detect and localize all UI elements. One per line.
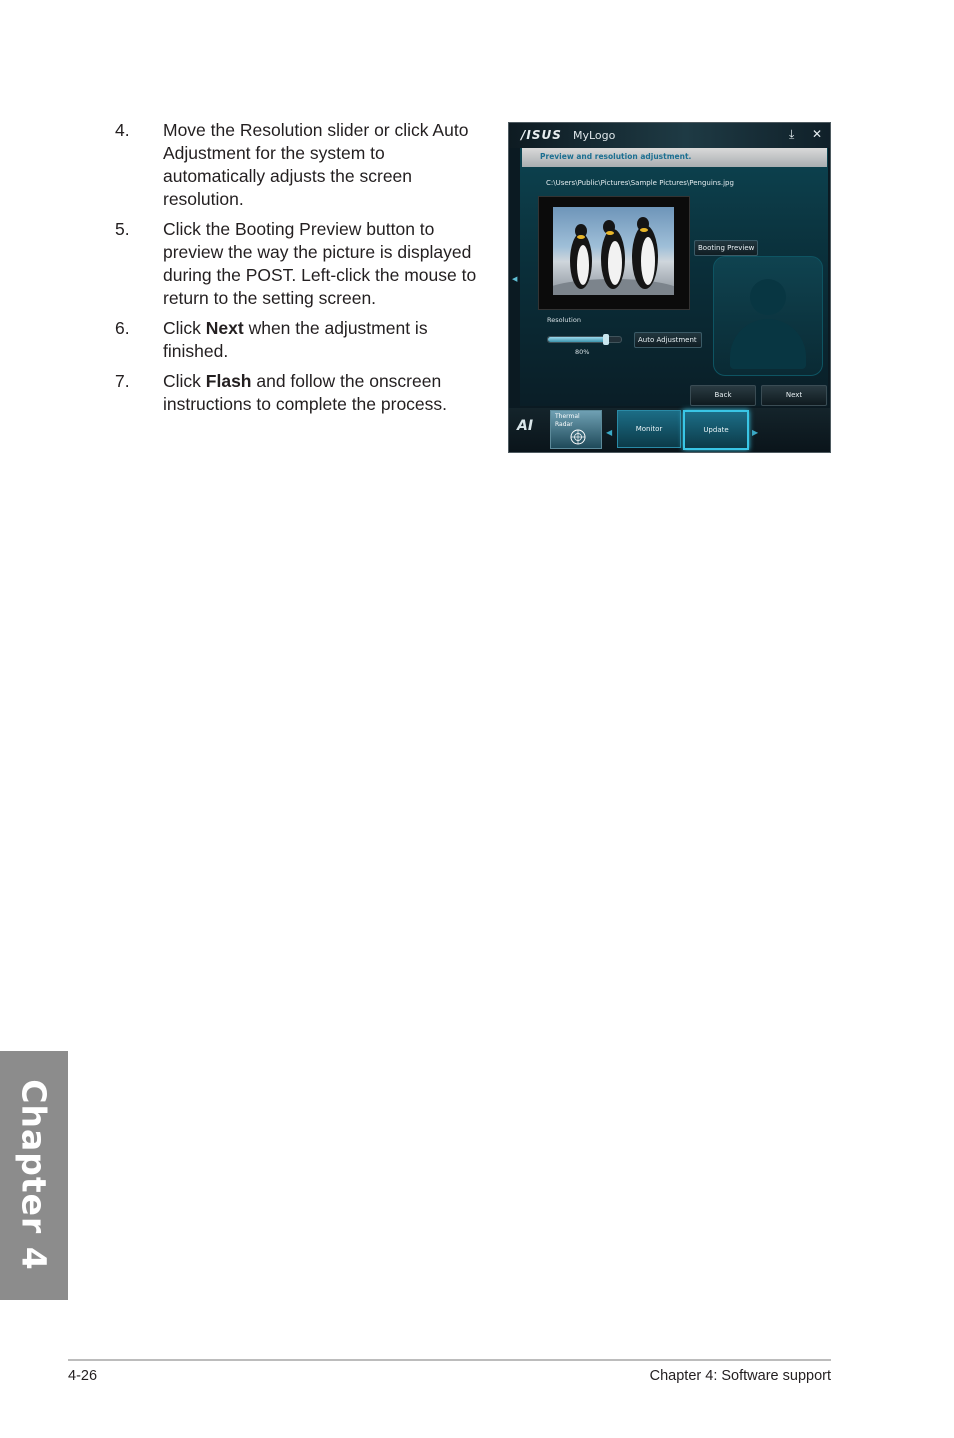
title-bar bbox=[509, 123, 830, 148]
close-icon[interactable]: ✕ bbox=[812, 127, 823, 141]
step-6 bbox=[115, 317, 485, 363]
footer-title: Chapter 4: Software support bbox=[649, 1368, 831, 1384]
silhouette-body bbox=[730, 319, 806, 369]
resolution-label: Resolution bbox=[547, 316, 581, 324]
step-number: 6. bbox=[115, 318, 130, 338]
thermal-radar-tile[interactable] bbox=[550, 410, 602, 449]
auto-adjustment-button[interactable]: Auto Adjustment bbox=[634, 332, 702, 348]
preview-frame bbox=[538, 196, 690, 310]
download-icon[interactable]: ⤓ bbox=[789, 127, 795, 141]
preview-panel bbox=[520, 148, 828, 406]
app-title: MyLogo bbox=[573, 129, 616, 142]
silhouette-head bbox=[750, 279, 786, 315]
resolution-slider[interactable] bbox=[547, 336, 622, 343]
step-text bbox=[163, 370, 485, 416]
panel-title: Preview and resolution adjustment. bbox=[540, 152, 692, 161]
step-7 bbox=[115, 370, 485, 416]
mylogo-window bbox=[508, 122, 831, 453]
chapter-label: Chapter 4 bbox=[14, 1079, 54, 1271]
step-text-part: and follow the onscreen instructions to complete the process. bbox=[163, 371, 448, 414]
radar-icon bbox=[569, 429, 587, 445]
step-text-part: Click bbox=[163, 371, 206, 391]
ai-suite-logo: AI bbox=[517, 418, 534, 434]
user-silhouette-icon bbox=[713, 256, 823, 376]
footer-divider bbox=[68, 1359, 831, 1361]
step-text bbox=[163, 218, 485, 310]
step-number: 5. bbox=[115, 219, 130, 239]
update-tile[interactable]: Update bbox=[683, 410, 749, 450]
chevron-left-icon[interactable]: ◀ bbox=[512, 275, 518, 283]
bottom-toolbar bbox=[509, 408, 830, 453]
slider-fill bbox=[548, 337, 606, 342]
step-text bbox=[163, 119, 485, 211]
step-text-part: Move the Resolution slider or click Auto Adjustment for the system to automatically adjusts the screen resolution. bbox=[163, 120, 469, 209]
step-4 bbox=[115, 119, 485, 211]
step-text-part: Click the Booting Preview button to preview the way the picture is displayed during the POST. Left-click the mouse to return to the setting screen. bbox=[163, 219, 477, 308]
chevron-left-icon[interactable]: ◀ bbox=[606, 428, 613, 437]
resolution-value: 80% bbox=[575, 348, 590, 356]
step-text bbox=[163, 317, 485, 363]
panel-header bbox=[522, 148, 827, 167]
step-text-part: Click bbox=[163, 318, 206, 338]
slider-thumb[interactable] bbox=[603, 334, 609, 345]
step-text-bold: Next bbox=[205, 318, 244, 338]
asus-logo: /ISUS bbox=[521, 128, 562, 142]
step-number: 4. bbox=[115, 120, 130, 140]
step-5 bbox=[115, 218, 485, 310]
chapter-side-tab bbox=[0, 1051, 68, 1300]
instruction-list bbox=[115, 119, 485, 423]
step-text-bold: Flash bbox=[205, 371, 252, 391]
penguins-illustration bbox=[553, 207, 674, 295]
step-text-part: when the adjustment is finished. bbox=[163, 318, 428, 361]
booting-preview-button[interactable]: Booting Preview bbox=[694, 240, 758, 256]
next-button[interactable]: Next bbox=[761, 385, 827, 406]
thermal-radar-label: Thermal Radar bbox=[555, 413, 580, 428]
chevron-right-icon[interactable]: ▶ bbox=[752, 428, 759, 437]
page-number: 4-26 bbox=[68, 1368, 98, 1384]
back-button[interactable]: Back bbox=[690, 385, 756, 406]
file-path: C:\Users\Public\Pictures\Sample Pictures\Penguins.jpg bbox=[546, 179, 734, 187]
monitor-tile[interactable]: Monitor bbox=[617, 410, 681, 448]
step-number: 7. bbox=[115, 371, 130, 391]
penguins-image bbox=[553, 207, 674, 295]
